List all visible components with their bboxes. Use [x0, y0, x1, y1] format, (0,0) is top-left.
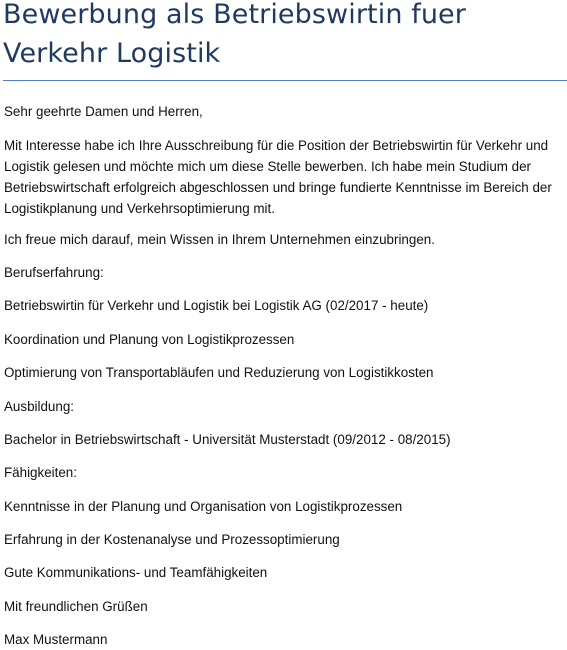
experience-item: Betriebswirtin für Verkehr und Logistik bei Logistik AG (02/2017 - heute) [4, 298, 429, 313]
section-heading-experience: Berufserfahrung: [4, 265, 104, 280]
title-underline [3, 80, 567, 81]
skill-item: Erfahrung in der Kostenanalyse und Prozessoptimierung [4, 532, 340, 547]
closing: Mit freundlichen Grüßen [4, 599, 148, 614]
experience-item: Koordination und Planung von Logistikprozessen [4, 332, 295, 347]
education-item: Bachelor in Betriebswirtschaft - Universität Musterstadt (09/2012 - 08/2015) [4, 432, 451, 447]
motivation-paragraph: Ich freue mich darauf, mein Wissen in Ihrem Unternehmen einzubringen. [4, 232, 435, 247]
document-title: Bewerbung als Betriebswirtin fuer Verkehr Logistik [3, 0, 466, 69]
skill-item: Kenntnisse in der Planung und Organisation von Logistikprozessen [4, 499, 403, 514]
experience-item: Optimierung von Transportabläufen und Reduzierung von Logistikkosten [4, 365, 434, 380]
intro-paragraph: Mit Interesse habe ich Ihre Ausschreibung für die Position der Betriebswirtin für Verkehr und Logistik gelesen und möchte mich um diese Stelle bewerben. Ich habe mein Studium der Betriebswirtschaft erfolgreich abgeschlossen und bringe fundierte Kenntnisse im Bereich der Logistikplanung und Verkehrsoptimierung mit. [4, 138, 552, 216]
skill-item: Gute Kommunikations- und Teamfähigkeiten [4, 565, 268, 580]
signature-name: Max Mustermann [4, 632, 108, 647]
section-heading-education: Ausbildung: [4, 399, 74, 414]
section-heading-skills: Fähigkeiten: [4, 465, 77, 480]
salutation: Sehr geehrte Damen und Herren, [4, 104, 203, 119]
